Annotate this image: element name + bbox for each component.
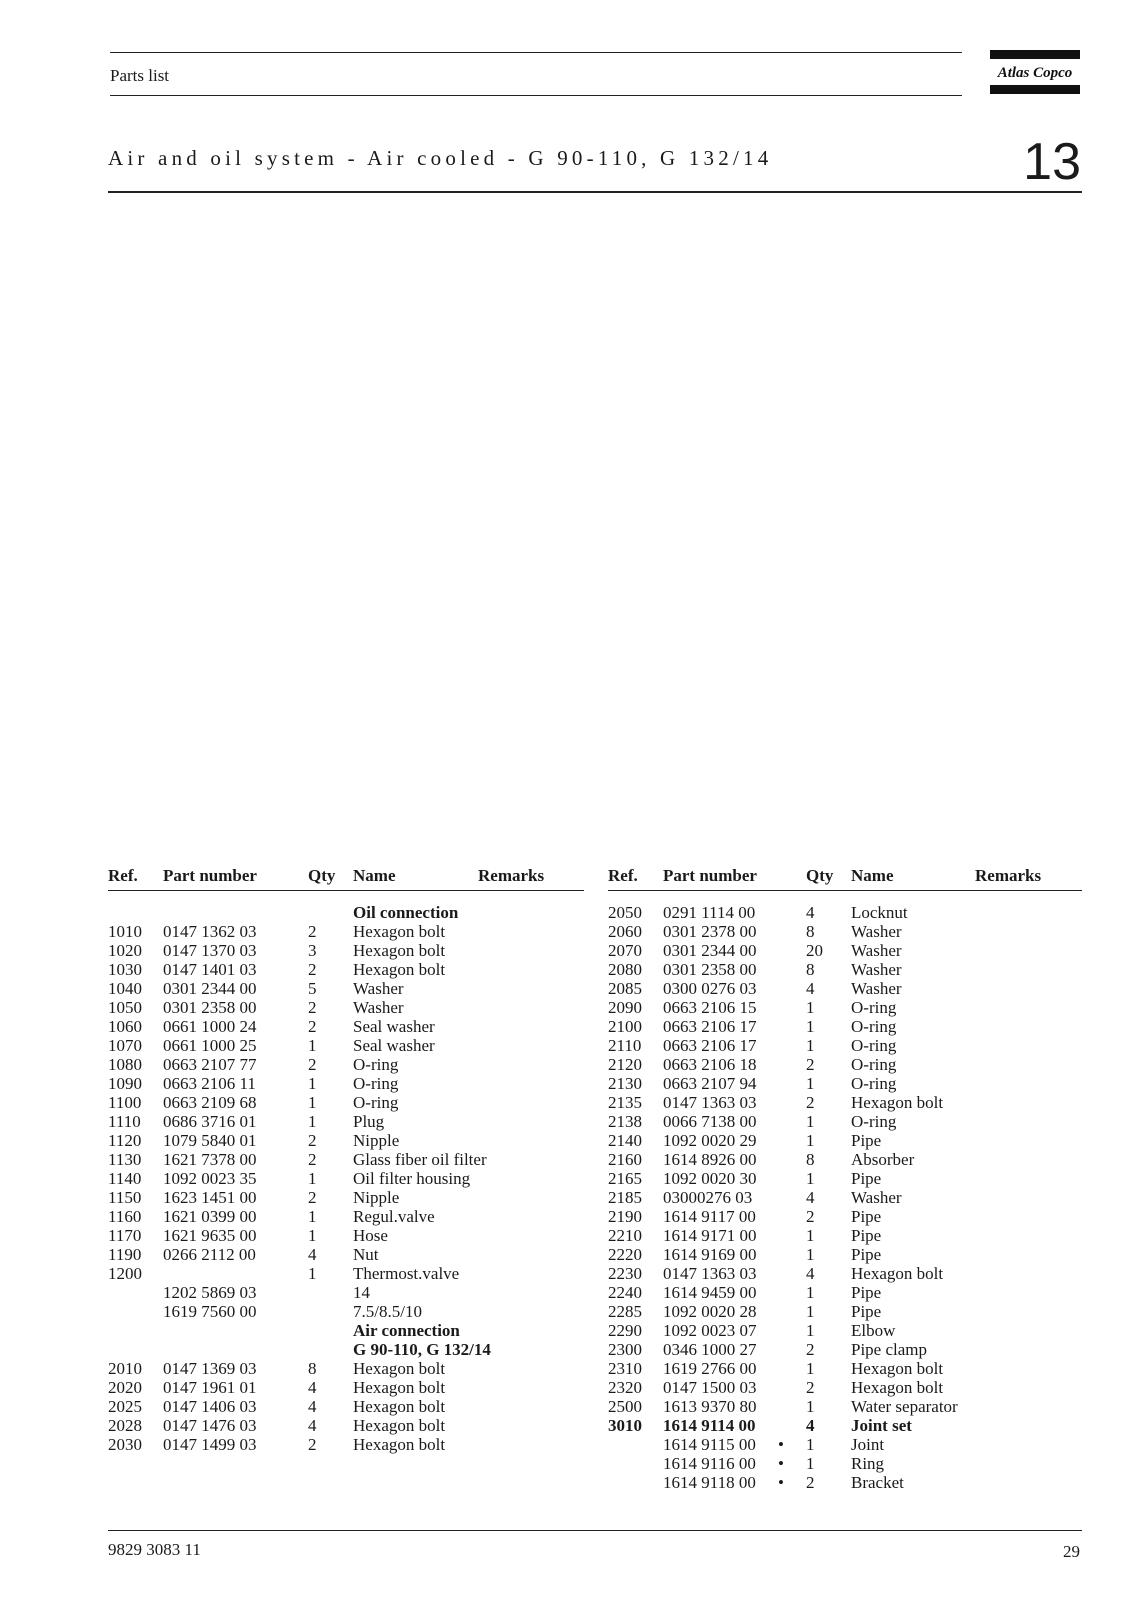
cell-part-number: 1614 9118 00 — [663, 1473, 756, 1492]
cell-ref: 1050 — [108, 998, 142, 1017]
cell-name: G 90-110, G 132/14 — [353, 1340, 491, 1359]
title-rule — [108, 191, 1082, 193]
cell-qty: 1 — [806, 1321, 815, 1340]
cell-ref: 1200 — [108, 1264, 142, 1283]
cell-name: O-ring — [353, 1055, 399, 1074]
cell-part-number: 0147 1406 03 — [163, 1397, 257, 1416]
cell-ref: 2100 — [608, 1017, 642, 1036]
cell-qty: 2 — [806, 1055, 815, 1074]
cell-qty: 1 — [806, 1283, 815, 1302]
cell-qty: 4 — [308, 1397, 317, 1416]
cell-part-number: 0066 7138 00 — [663, 1112, 757, 1131]
cell-qty: 1 — [806, 1302, 815, 1321]
cell-qty: 2 — [308, 1055, 317, 1074]
cell-qty: 8 — [806, 960, 815, 979]
cell-name: Seal washer — [353, 1017, 435, 1036]
cell-name: Pipe — [851, 1302, 882, 1321]
cell-qty: 1 — [806, 1359, 815, 1378]
cell-name: Thermost.valve — [353, 1264, 460, 1283]
cell-ref: 1010 — [108, 922, 142, 941]
cell-name: Hexagon bolt — [353, 1416, 446, 1435]
cell-bullet: • — [778, 1473, 784, 1492]
cell-part-number: 0663 2106 18 — [663, 1055, 757, 1074]
cell-part-number: 1092 0023 07 — [663, 1321, 757, 1340]
cell-name: Hexagon bolt — [851, 1093, 944, 1112]
cell-part-number: 1614 9115 00 — [663, 1435, 756, 1454]
cell-qty: 1 — [806, 1397, 815, 1416]
cell-name: O-ring — [851, 1017, 897, 1036]
cell-ref: 1060 — [108, 1017, 142, 1036]
cell-ref: 2010 — [108, 1359, 142, 1378]
cell-name: Absorber — [851, 1150, 915, 1169]
cell-name: Hexagon bolt — [353, 941, 446, 960]
cell-part-number: 1614 9117 00 — [663, 1207, 756, 1226]
cell-ref: 2135 — [608, 1093, 642, 1112]
cell-part-number: 0663 2106 17 — [663, 1017, 757, 1036]
cell-name: Joint — [851, 1435, 885, 1454]
cell-name: Pipe — [851, 1226, 882, 1245]
cell-part-number: 1614 9171 00 — [663, 1226, 757, 1245]
col-header-part-number: Part number — [663, 866, 757, 885]
cell-ref: 1150 — [108, 1188, 142, 1207]
cell-name: Hexagon bolt — [353, 922, 446, 941]
cell-part-number: 1614 8926 00 — [663, 1150, 757, 1169]
cell-part-number: 0147 1362 03 — [163, 922, 257, 941]
col-header-name: Name — [353, 866, 396, 885]
cell-qty: 4 — [806, 1416, 815, 1435]
cell-ref: 2165 — [608, 1169, 642, 1188]
cell-part-number: 1614 9114 00 — [663, 1416, 756, 1435]
cell-name: Glass fiber oil filter — [353, 1150, 487, 1169]
cell-qty: 1 — [308, 1226, 317, 1245]
cell-ref: 1190 — [108, 1245, 142, 1264]
section-title: Air and oil system - Air cooled - G 90-110, G 132/14 — [108, 146, 773, 170]
cell-qty: 2 — [308, 998, 317, 1017]
cell-name: Washer — [851, 960, 902, 979]
cell-part-number: 0147 1369 03 — [163, 1359, 257, 1378]
header-bottom-rule — [110, 95, 962, 96]
cell-ref: 2140 — [608, 1131, 642, 1150]
cell-ref: 2310 — [608, 1359, 642, 1378]
cell-ref: 1110 — [108, 1112, 141, 1131]
cell-name: Pipe — [851, 1245, 882, 1264]
footer-rule — [108, 1530, 1082, 1531]
cell-ref: 2028 — [108, 1416, 142, 1435]
cell-ref: 1130 — [108, 1150, 142, 1169]
cell-qty: 1 — [308, 1207, 317, 1226]
cell-name: O-ring — [353, 1093, 399, 1112]
cell-name: Nut — [353, 1245, 379, 1264]
cell-ref: 1120 — [108, 1131, 142, 1150]
col-header-remarks: Remarks — [975, 866, 1042, 885]
cell-ref: 2240 — [608, 1283, 642, 1302]
cell-ref: 2190 — [608, 1207, 642, 1226]
cell-qty: 2 — [308, 1435, 317, 1454]
cell-part-number: 0301 2344 00 — [663, 941, 757, 960]
header-label: Parts list — [110, 66, 170, 85]
cell-ref: 2285 — [608, 1302, 642, 1321]
cell-name: Joint set — [851, 1416, 912, 1435]
cell-ref: 1080 — [108, 1055, 142, 1074]
cell-part-number: 1614 9116 00 — [663, 1454, 756, 1473]
cell-qty: 4 — [308, 1378, 317, 1397]
col-header-qty: Qty — [806, 866, 834, 885]
cell-qty: 1 — [806, 1245, 815, 1264]
cell-ref: 3010 — [608, 1416, 642, 1435]
cell-qty: 1 — [806, 1017, 815, 1036]
cell-qty: 3 — [308, 941, 317, 960]
cell-name: O-ring — [851, 1112, 897, 1131]
cell-ref: 2020 — [108, 1378, 142, 1397]
cell-part-number: 0663 2106 11 — [163, 1074, 256, 1093]
cell-qty: 1 — [308, 1036, 317, 1055]
cell-name: Hose — [353, 1226, 388, 1245]
cell-name: O-ring — [851, 1036, 897, 1055]
cell-ref: 1020 — [108, 941, 142, 960]
cell-qty: 2 — [308, 1188, 317, 1207]
cell-name: Washer — [353, 979, 404, 998]
cell-qty: 2 — [806, 1473, 815, 1492]
col-header-part-number: Part number — [163, 866, 257, 885]
cell-part-number: 1092 0020 30 — [663, 1169, 757, 1188]
cell-ref: 2050 — [608, 903, 642, 922]
table-header-rule — [108, 890, 584, 891]
cell-name: Hexagon bolt — [353, 1378, 446, 1397]
cell-name: Water separator — [851, 1397, 958, 1416]
cell-ref: 2120 — [608, 1055, 642, 1074]
cell-ref: 2185 — [608, 1188, 642, 1207]
header-top-rule — [110, 52, 962, 53]
cell-part-number: 1092 0020 28 — [663, 1302, 757, 1321]
footer-doc-code: 9829 3083 11 — [108, 1540, 201, 1559]
cell-name: O-ring — [353, 1074, 399, 1093]
cell-part-number: 1092 0023 35 — [163, 1169, 257, 1188]
cell-name: Hexagon bolt — [353, 1359, 446, 1378]
cell-qty: 4 — [806, 1264, 815, 1283]
cell-qty: 2 — [308, 922, 317, 941]
cell-part-number: 1621 7378 00 — [163, 1150, 257, 1169]
cell-ref: 1040 — [108, 979, 142, 998]
cell-name: O-ring — [851, 1055, 897, 1074]
cell-name: Pipe clamp — [851, 1340, 928, 1359]
cell-name: Bracket — [851, 1473, 904, 1492]
cell-name: 14 — [353, 1283, 370, 1302]
cell-ref: 2320 — [608, 1378, 642, 1397]
table-header-rule — [608, 890, 1082, 891]
cell-name: Washer — [851, 941, 902, 960]
cell-qty: 1 — [806, 998, 815, 1017]
brand-logo-graphic — [990, 50, 1080, 94]
cell-part-number: 0266 2112 00 — [163, 1245, 256, 1264]
cell-part-number: 0301 2358 00 — [163, 998, 257, 1017]
cell-part-number: 0291 1114 00 — [663, 903, 756, 922]
cell-ref: 2090 — [608, 998, 642, 1017]
cell-part-number: 1623 1451 00 — [163, 1188, 257, 1207]
cell-name: Hexagon bolt — [851, 1359, 944, 1378]
cell-part-number: 0686 3716 01 — [163, 1112, 257, 1131]
cell-name: Hexagon bolt — [353, 960, 446, 979]
cell-qty: 1 — [806, 1036, 815, 1055]
cell-part-number: 1621 9635 00 — [163, 1226, 257, 1245]
cell-qty: 8 — [308, 1359, 317, 1378]
cell-qty: 20 — [806, 941, 823, 960]
cell-qty: 1 — [806, 1169, 815, 1188]
cell-part-number: 0147 1499 03 — [163, 1435, 257, 1454]
cell-ref: 2085 — [608, 979, 642, 998]
cell-name: Pipe — [851, 1169, 882, 1188]
cell-bullet: • — [778, 1435, 784, 1454]
cell-part-number: 0147 1363 03 — [663, 1093, 757, 1112]
cell-qty: 1 — [308, 1112, 317, 1131]
col-header-name: Name — [851, 866, 894, 885]
cell-qty: 1 — [806, 1226, 815, 1245]
cell-name: Locknut — [851, 903, 908, 922]
cell-name: Oil connection — [353, 903, 459, 922]
cell-ref: 1160 — [108, 1207, 142, 1226]
cell-qty: 4 — [806, 903, 815, 922]
cell-ref: 1100 — [108, 1093, 142, 1112]
cell-qty: 5 — [308, 979, 317, 998]
cell-qty: 2 — [308, 1131, 317, 1150]
cell-ref: 2060 — [608, 922, 642, 941]
cell-name: Elbow — [851, 1321, 896, 1340]
cell-qty: 4 — [308, 1416, 317, 1435]
cell-name: Pipe — [851, 1131, 882, 1150]
cell-qty: 1 — [308, 1093, 317, 1112]
cell-name: Hexagon bolt — [353, 1397, 446, 1416]
cell-qty: 1 — [806, 1454, 815, 1473]
cell-part-number: 03000276 03 — [663, 1188, 753, 1207]
cell-name: Air connection — [353, 1321, 460, 1340]
cell-name: Seal washer — [353, 1036, 435, 1055]
cell-name: O-ring — [851, 1074, 897, 1093]
cell-part-number: 0346 1000 27 — [663, 1340, 757, 1359]
cell-ref: 2160 — [608, 1150, 642, 1169]
cell-name: Oil filter housing — [353, 1169, 471, 1188]
cell-ref: 2210 — [608, 1226, 642, 1245]
cell-part-number: 0663 2107 77 — [163, 1055, 257, 1074]
brand-logo — [990, 50, 1080, 94]
cell-qty: 2 — [308, 1150, 317, 1169]
cell-name: Nipple — [353, 1188, 400, 1207]
cell-name: Hexagon bolt — [851, 1378, 944, 1397]
cell-part-number: 0147 1401 03 — [163, 960, 257, 979]
cell-ref: 1090 — [108, 1074, 142, 1093]
cell-part-number: 0663 2106 17 — [663, 1036, 757, 1055]
cell-ref: 2220 — [608, 1245, 642, 1264]
cell-name: Washer — [851, 922, 902, 941]
cell-bullet: • — [778, 1454, 784, 1473]
cell-part-number: 0147 1500 03 — [663, 1378, 757, 1397]
cell-name: O-ring — [851, 998, 897, 1017]
cell-part-number: 1614 9459 00 — [663, 1283, 757, 1302]
cell-name: Hexagon bolt — [353, 1435, 446, 1454]
cell-qty: 1 — [806, 1112, 815, 1131]
cell-ref: 2030 — [108, 1435, 142, 1454]
col-header-remarks: Remarks — [478, 866, 545, 885]
cell-name: Regul.valve — [353, 1207, 435, 1226]
col-header-qty: Qty — [308, 866, 336, 885]
cell-ref: 2290 — [608, 1321, 642, 1340]
cell-part-number: 1079 5840 01 — [163, 1131, 257, 1150]
cell-name: Nipple — [353, 1131, 400, 1150]
cell-name: Hexagon bolt — [851, 1264, 944, 1283]
cell-part-number: 0147 1363 03 — [663, 1264, 757, 1283]
cell-part-number: 1092 0020 29 — [663, 1131, 757, 1150]
cell-part-number: 0147 1476 03 — [163, 1416, 257, 1435]
cell-name: Plug — [353, 1112, 385, 1131]
cell-qty: 2 — [806, 1093, 815, 1112]
cell-part-number: 0663 2109 68 — [163, 1093, 257, 1112]
cell-ref: 1070 — [108, 1036, 142, 1055]
cell-part-number: 0300 0276 03 — [663, 979, 757, 998]
svg-text:Atlas Copco: Atlas Copco — [997, 65, 1073, 81]
col-header-ref: Ref. — [608, 866, 638, 885]
cell-qty: 8 — [806, 1150, 815, 1169]
cell-ref: 1170 — [108, 1226, 142, 1245]
cell-ref: 2500 — [608, 1397, 642, 1416]
cell-qty: 1 — [308, 1264, 317, 1283]
cell-part-number: 1619 2766 00 — [663, 1359, 757, 1378]
cell-ref: 2230 — [608, 1264, 642, 1283]
cell-name: Pipe — [851, 1283, 882, 1302]
cell-ref: 2080 — [608, 960, 642, 979]
cell-part-number: 1614 9169 00 — [663, 1245, 757, 1264]
cell-ref: 2300 — [608, 1340, 642, 1359]
cell-part-number: 0147 1961 01 — [163, 1378, 257, 1397]
cell-part-number: 0147 1370 03 — [163, 941, 257, 960]
cell-ref: 2025 — [108, 1397, 142, 1416]
cell-qty: 2 — [806, 1207, 815, 1226]
cell-ref: 2070 — [608, 941, 642, 960]
cell-part-number: 0663 2107 94 — [663, 1074, 757, 1093]
cell-part-number: 0661 1000 25 — [163, 1036, 257, 1055]
cell-part-number: 1621 0399 00 — [163, 1207, 257, 1226]
cell-part-number: 0663 2106 15 — [663, 998, 757, 1017]
cell-qty: 4 — [308, 1245, 317, 1264]
cell-qty: 1 — [806, 1435, 815, 1454]
cell-ref: 1140 — [108, 1169, 142, 1188]
col-header-ref: Ref. — [108, 866, 138, 885]
cell-name: 7.5/8.5/10 — [353, 1302, 422, 1321]
cell-name: Pipe — [851, 1207, 882, 1226]
cell-part-number: 1619 7560 00 — [163, 1302, 257, 1321]
cell-ref: 2110 — [608, 1036, 642, 1055]
footer-page-number: 29 — [1063, 1542, 1080, 1561]
cell-ref: 2130 — [608, 1074, 642, 1093]
cell-part-number: 0301 2378 00 — [663, 922, 757, 941]
cell-qty: 2 — [308, 1017, 317, 1036]
cell-part-number: 1202 5869 03 — [163, 1283, 257, 1302]
cell-qty: 2 — [806, 1340, 815, 1359]
cell-qty: 4 — [806, 1188, 815, 1207]
cell-qty: 1 — [308, 1074, 317, 1093]
cell-ref: 2138 — [608, 1112, 642, 1131]
cell-name: Ring — [851, 1454, 885, 1473]
cell-qty: 2 — [308, 960, 317, 979]
cell-part-number: 0301 2358 00 — [663, 960, 757, 979]
cell-qty: 1 — [806, 1074, 815, 1093]
cell-part-number: 1613 9370 80 — [663, 1397, 757, 1416]
cell-name: Washer — [851, 979, 902, 998]
cell-name: Washer — [353, 998, 404, 1017]
cell-part-number: 0661 1000 24 — [163, 1017, 257, 1036]
cell-qty: 1 — [806, 1131, 815, 1150]
cell-qty: 8 — [806, 922, 815, 941]
cell-qty: 1 — [308, 1169, 317, 1188]
cell-part-number: 0301 2344 00 — [163, 979, 257, 998]
cell-name: Washer — [851, 1188, 902, 1207]
section-number: 13 — [1023, 133, 1081, 191]
cell-ref: 1030 — [108, 960, 142, 979]
cell-qty: 2 — [806, 1378, 815, 1397]
cell-qty: 4 — [806, 979, 815, 998]
